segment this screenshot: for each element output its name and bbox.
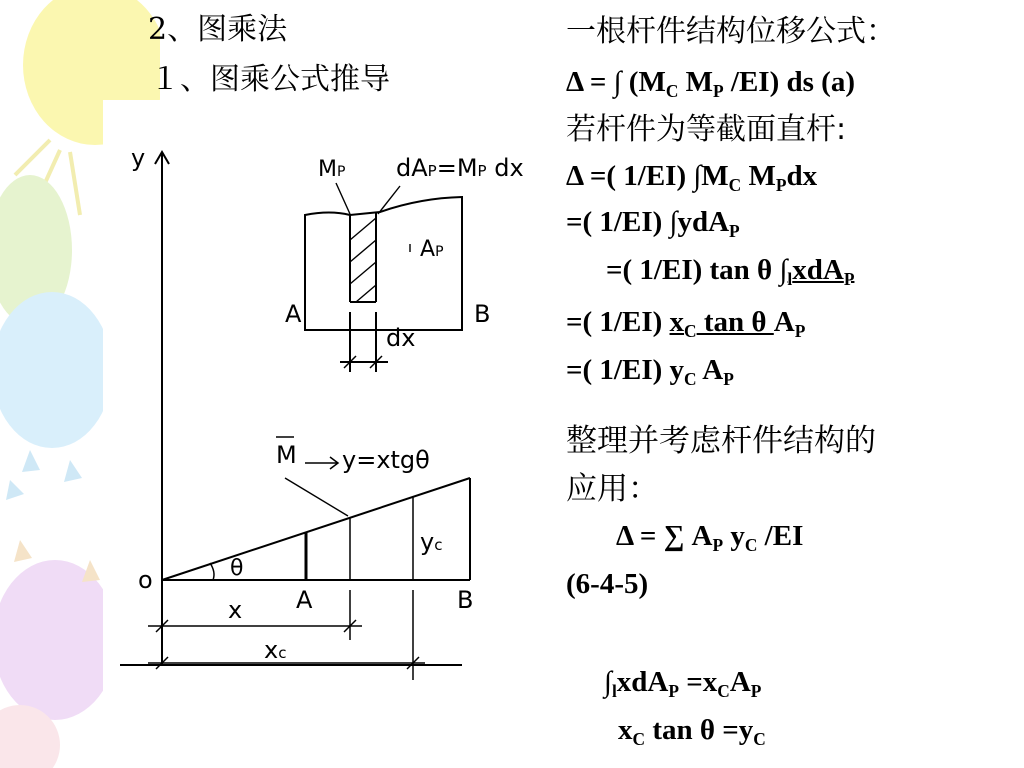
theta-arc [210,563,214,580]
mp-label: MP [318,157,346,182]
line-equation-label: y=xtgθ [342,446,430,474]
point-b-lower: B [457,586,474,614]
formula-step-2: =( 1/EI) ∫ydA$_P$ [566,206,740,242]
summary-text: 整理并考虑杆件结构的 [566,423,876,459]
origin-label: o [138,566,153,594]
x-dimension-label: x [228,596,243,624]
formula-step-3: =( 1/EI) tan θ $\int_lxdA_P$ [606,254,855,290]
condition-text: 若杆件为等截面直杆: [566,112,847,147]
yc-label: yc [420,528,443,556]
summary-text-2: 应用： [566,471,659,507]
intro-text: 一根杆件结构位移公式： [566,14,896,49]
formula-static-moment: $\int_lxdA_P =x_CA_P$ [604,666,762,702]
formula-step-5: =( 1/EI) $y_C$ $A_P$ [566,354,734,390]
mp-diagram-shape [305,197,462,330]
xc-dimension-label: xc [264,636,287,664]
point-b-upper: B [474,300,491,328]
mbar-label: M [276,441,297,469]
point-a-lower: A [296,586,313,614]
formula-step-4: =( 1/EI) $x_C$ tan θ $A_P$ [566,306,806,342]
formula-displacement: Δ = ∫ ($M_C$ $M_P$ /EI) ds (a) [566,66,855,102]
equation-number: (6-4-5) [566,568,649,600]
formula-yc: $x_C$ $\tan \theta =y_C$ [618,714,766,750]
formula-final: Δ = ∑ $A_P$ $y_C$ /EI [616,520,804,556]
mbar-leader [285,478,348,516]
dx-label: dx [386,324,416,352]
formula-step-1: Δ =( 1/EI) $\int M_C$ $M_Pdx$ [566,160,818,196]
point-a-upper: A [285,300,302,328]
theta-label: θ [230,556,244,581]
section-heading: 2、图乘法 [148,12,288,47]
strip-hatching [350,218,376,302]
subsection-heading: １、图乘公式推导 [150,62,390,97]
ap-label: AP [420,237,444,262]
y-axis-label: y [131,144,146,172]
mp-leader [336,183,350,214]
dap-label: dAP=MP dx [396,154,524,182]
